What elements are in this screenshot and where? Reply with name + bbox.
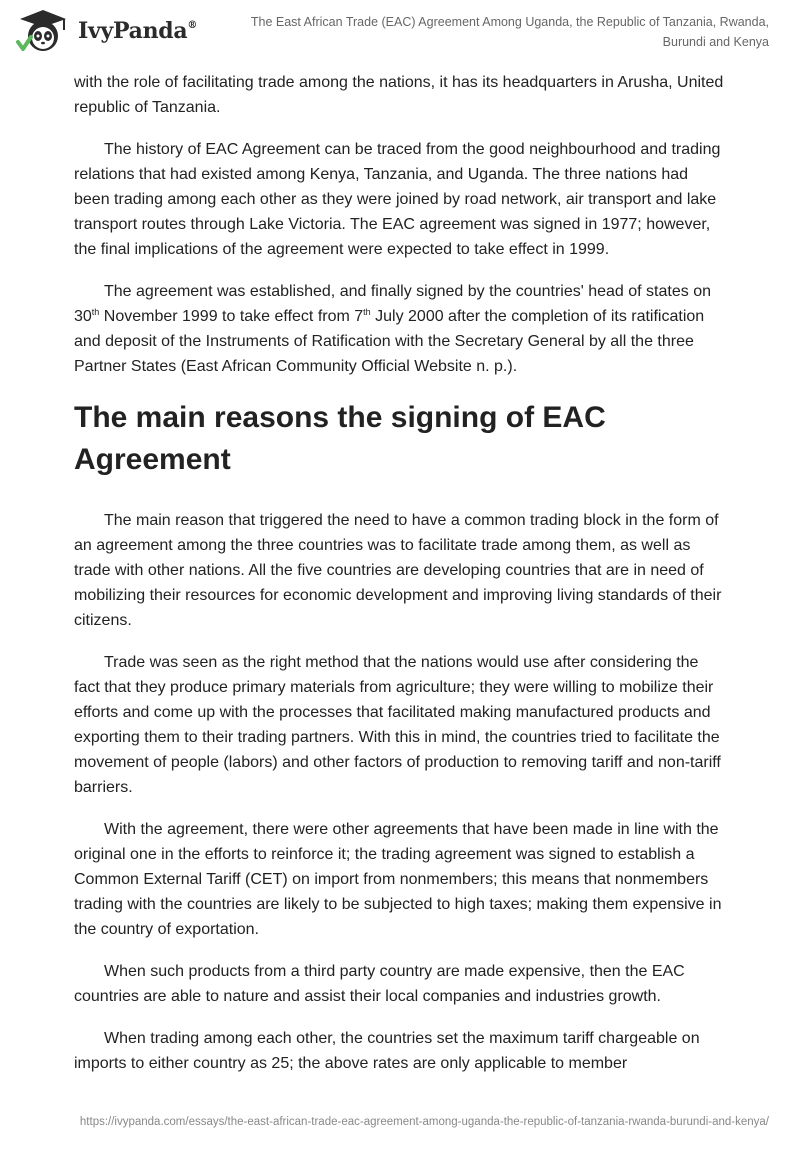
title-line: Burundi and Kenya bbox=[662, 35, 769, 49]
title-line: The East African Trade (EAC) Agreement Among Uganda, the Republic of Tanzania, Rwanda, bbox=[250, 15, 769, 29]
paragraph: The agreement was established, and finally signed by the countries' head of states on 30th November 1999 to take effect from 7th July 2000 after the completion of its ratification and deposit of the Instruments of Ratification with the Secretary General by all the three Partner States (East African Community Official Website n. p.). bbox=[74, 283, 711, 375]
logo-text: IvyPanda® bbox=[78, 18, 198, 44]
section-heading: The main reasons the signing of EAC Agreement bbox=[74, 401, 606, 476]
paragraph: Trade was seen as the right method that the nations would use after considering the fact that they produce primary materials from agriculture; they were willing to mobilize their efforts and come up with the processes that facilitated making manufactured products and exporting them to their trading partners. With this in mind, the countries tried to facilitate the movement of people (labors) and other factors of production to removing tariff and non-tariff barriers. bbox=[74, 654, 721, 796]
paragraph: With the agreement, there were other agreements that have been made in line with the original one in the efforts to reinforce it; the trading agreement was signed to establish a Common External Tariff (CET) on import from nonmembers; this means that nonmembers trading with the countries are likely to be subjected to high taxes; making them expensive in the country of exportation. bbox=[74, 821, 722, 938]
document-title bbox=[249, 12, 769, 52]
ivypanda-logo[interactable] bbox=[14, 8, 197, 54]
paragraph: with the role of facilitating trade among the nations, it has its headquarters in Arusha, United republic of Tanzania. bbox=[74, 74, 724, 116]
panda-logo-icon bbox=[14, 8, 72, 54]
paragraph: The main reason that triggered the need to have a common trading block in the form of an agreement among the three countries was to facilitate trade among them, as well as trade with other nations. All the five countries are developing countries that are in need of mobilizing their resources for economic development and improving living standards of their citizens. bbox=[74, 512, 722, 629]
source-url[interactable]: https://ivypanda.com/essays/the-east-african-trade-eac-agreement-among-uganda-the-republic-of-tanzania-rwanda-burundi-and-kenya/ bbox=[79, 1116, 769, 1128]
paragraph: When such products from a third party country are made expensive, then the EAC countries are able to nature and assist their local companies and industries growth. bbox=[74, 963, 685, 1005]
essay-body bbox=[74, 70, 726, 1093]
paragraph: When trading among each other, the countries set the maximum tariff chargeable on imports to either country as 25; the above rates are only applicable to member bbox=[74, 1030, 700, 1072]
page-header bbox=[0, 0, 800, 70]
paragraph: The history of EAC Agreement can be traced from the good neighbourhood and trading relations that had existed among Kenya, Tanzania, and Uganda. The three nations had been trading among each other as they were joined by road network, air transport and lake transport routes through Lake Victoria. The EAC agreement was signed in 1977; however, the final implications of the agreement were expected to take effect in 1999. bbox=[74, 141, 721, 258]
